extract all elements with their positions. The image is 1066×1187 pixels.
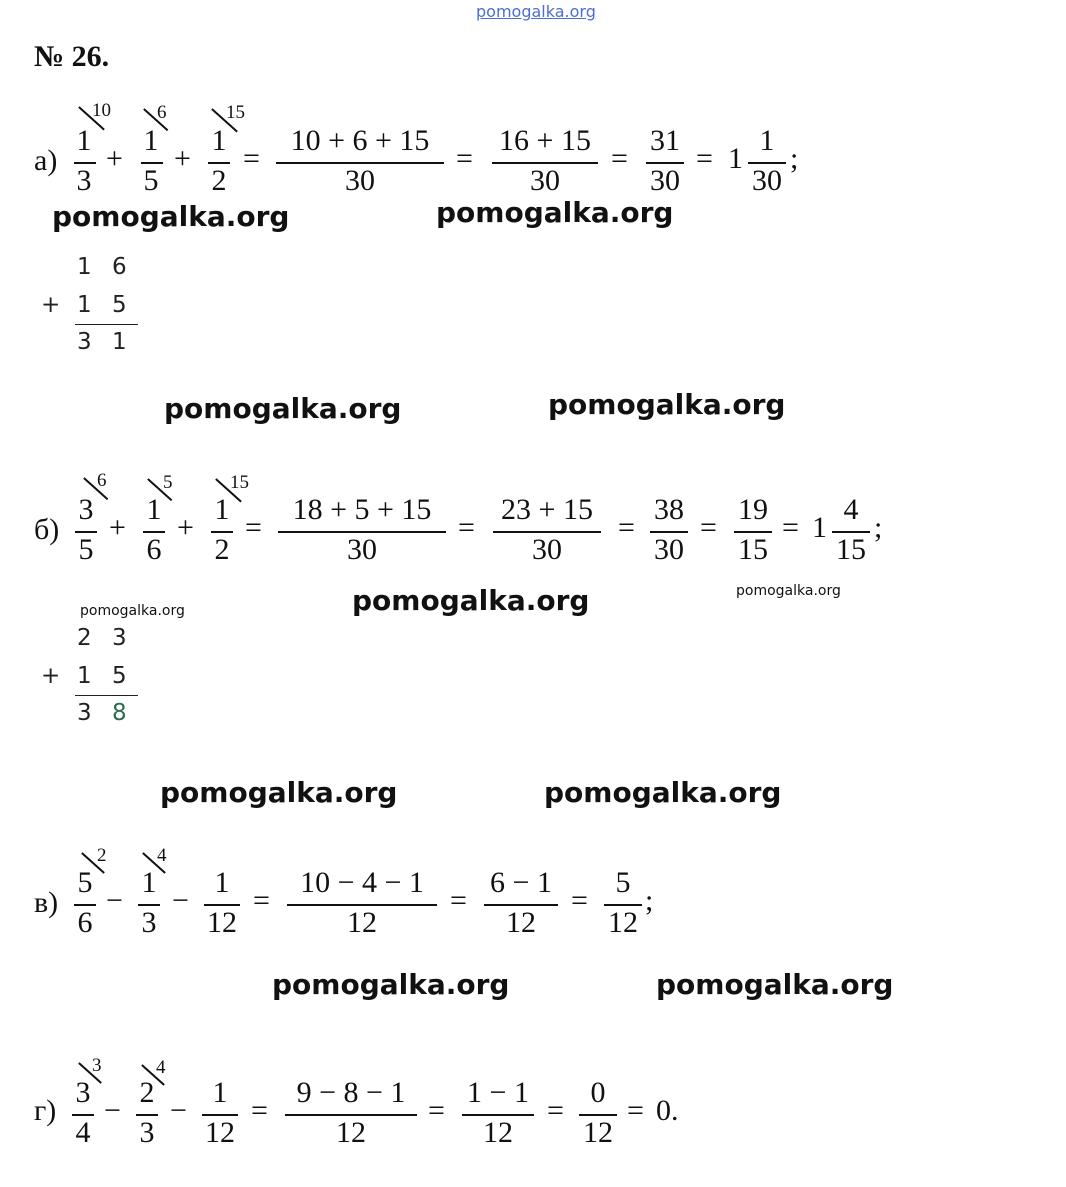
minus-sign: −	[104, 1094, 121, 1127]
equals-sign: =	[611, 142, 628, 175]
fraction-numerator: 5	[77, 866, 93, 899]
equals-sign: =	[618, 511, 635, 544]
plus-sign: +	[106, 142, 123, 175]
digit: 1	[112, 329, 127, 355]
fraction-numerator: 5	[615, 866, 631, 899]
multiplier-sup: 6	[157, 102, 167, 123]
fraction-denominator: 2	[214, 533, 230, 566]
equals-sign: =	[450, 884, 467, 917]
fraction-numerator: 38	[654, 493, 684, 526]
equals-sign: =	[245, 511, 262, 544]
semicolon: ;	[874, 511, 883, 544]
fraction-denominator: 12	[347, 906, 377, 939]
minus-sign: −	[170, 1094, 187, 1127]
fraction-numerator: 2	[139, 1076, 155, 1109]
digit: 1	[77, 663, 92, 689]
fraction-numerator: 1	[759, 124, 775, 157]
digit: 6	[112, 254, 127, 280]
fraction-numerator: 4	[843, 493, 859, 526]
item-label: г)	[34, 1094, 57, 1127]
fraction-numerator: 3	[78, 493, 94, 526]
fraction-denominator: 3	[141, 906, 157, 939]
fraction-denominator: 12	[583, 1116, 613, 1149]
semicolon: ;	[790, 142, 799, 175]
fraction-denominator: 3	[139, 1116, 155, 1149]
multiplier-sup: 5	[163, 472, 173, 493]
fraction-numerator: 1	[212, 1076, 228, 1109]
multiplier-sup: 6	[97, 470, 107, 491]
equals-sign: =	[458, 511, 475, 544]
fraction-denominator: 30	[654, 533, 684, 566]
equals-sign: =	[251, 1094, 268, 1127]
result-whole: 1	[728, 142, 743, 175]
item-label: б)	[34, 513, 60, 546]
minus-sign: −	[172, 884, 189, 917]
fraction-denominator: 12	[207, 906, 237, 939]
digit: 1	[77, 254, 92, 280]
fraction-denominator: 6	[146, 533, 162, 566]
fraction-numerator: 31	[650, 124, 680, 157]
digit: 1	[77, 292, 92, 318]
fraction-denominator: 12	[205, 1116, 235, 1149]
equals-sign: =	[547, 1094, 564, 1127]
equals-sign: =	[782, 511, 799, 544]
watermark: pomogalka.org	[436, 196, 674, 229]
watermark: pomogalka.org	[164, 392, 402, 425]
fraction-denominator: 3	[76, 164, 92, 197]
equals-sign: =	[253, 884, 270, 917]
equals-sign: =	[571, 884, 588, 917]
fraction-numerator: 10 + 6 + 15	[290, 124, 430, 157]
fraction-numerator: 1	[211, 124, 227, 157]
fraction-numerator: 3	[75, 1076, 91, 1109]
fraction-denominator: 5	[143, 164, 159, 197]
multiplier-sup: 15	[230, 472, 249, 493]
watermark-small: pomogalka.org	[80, 603, 185, 619]
fraction-denominator: 30	[650, 164, 680, 197]
multiplier-sup: 4	[157, 845, 167, 866]
multiplier-sup: 15	[226, 102, 245, 123]
fraction-denominator: 5	[78, 533, 94, 566]
equals-sign: =	[428, 1094, 445, 1127]
semicolon: ;	[645, 884, 654, 917]
fraction-numerator: 18 + 5 + 15	[292, 493, 432, 526]
multiplier-sup: 10	[92, 100, 111, 121]
digit: 5	[112, 292, 127, 318]
multiplier-sup: 3	[92, 1055, 102, 1076]
digit-highlighted: 8	[112, 700, 127, 726]
fraction-denominator: 30	[532, 533, 562, 566]
fraction-numerator: 16 + 15	[499, 124, 591, 157]
watermark-small: pomogalka.org	[736, 583, 841, 599]
equals-sign: =	[700, 511, 717, 544]
fraction-numerator: 1	[214, 493, 230, 526]
fraction-numerator: 1	[146, 493, 162, 526]
plus-sign: +	[41, 663, 61, 689]
watermark: pomogalka.org	[52, 200, 290, 233]
minus-sign: −	[106, 884, 123, 917]
watermark: pomogalka.org	[656, 968, 894, 1001]
fraction-denominator: 6	[77, 906, 93, 939]
watermark: pomogalka.org	[160, 776, 398, 809]
fraction-numerator: 1	[214, 866, 230, 899]
fraction-denominator: 30	[752, 164, 782, 197]
fraction-denominator: 15	[738, 533, 768, 566]
fraction-numerator: 10 − 4 − 1	[300, 866, 424, 899]
watermark: pomogalka.org	[548, 388, 786, 421]
watermark: pomogalka.org	[272, 968, 510, 1001]
digit: 3	[112, 625, 127, 651]
plus-sign: +	[41, 292, 61, 318]
fraction-numerator: 6 − 1	[490, 866, 552, 899]
fraction-numerator: 1	[143, 124, 159, 157]
equals-sign: =	[627, 1094, 644, 1127]
fraction-denominator: 30	[530, 164, 560, 197]
fraction-denominator: 12	[608, 906, 638, 939]
equals-sign: =	[696, 142, 713, 175]
fraction-numerator: 19	[738, 493, 768, 526]
result-value: 0.	[656, 1094, 679, 1127]
fraction-numerator: 1	[141, 866, 157, 899]
top-watermark[interactable]: pomogalka.org	[476, 2, 596, 21]
multiplier-sup: 4	[156, 1057, 166, 1078]
fraction-numerator: 9 − 8 − 1	[296, 1076, 406, 1109]
fraction-denominator: 12	[506, 906, 536, 939]
fraction-numerator: 0	[590, 1076, 606, 1109]
fraction-numerator: 23 + 15	[501, 493, 593, 526]
plus-sign: +	[174, 142, 191, 175]
sum-line	[75, 324, 138, 325]
fraction-denominator: 30	[345, 164, 375, 197]
result-whole: 1	[812, 511, 827, 544]
item-label: а)	[34, 144, 58, 177]
fraction-denominator: 15	[836, 533, 866, 566]
fraction-denominator: 30	[347, 533, 377, 566]
fraction-numerator: 1 − 1	[467, 1076, 529, 1109]
item-label: в)	[34, 886, 59, 919]
watermark: pomogalka.org	[544, 776, 782, 809]
fraction-denominator: 2	[211, 164, 227, 197]
sum-line	[75, 695, 138, 696]
equals-sign: =	[456, 142, 473, 175]
equals-sign: =	[243, 142, 260, 175]
fraction-denominator: 12	[483, 1116, 513, 1149]
digit: 3	[77, 329, 92, 355]
digit: 5	[112, 663, 127, 689]
plus-sign: +	[109, 511, 126, 544]
fraction-numerator: 1	[76, 124, 92, 157]
problem-title: № 26.	[34, 40, 110, 73]
fraction-denominator: 4	[75, 1116, 91, 1149]
digit: 3	[77, 700, 92, 726]
digit: 2	[77, 625, 92, 651]
watermark: pomogalka.org	[352, 584, 590, 617]
multiplier-sup: 2	[97, 845, 107, 866]
fraction-denominator: 12	[336, 1116, 366, 1149]
plus-sign: +	[177, 511, 194, 544]
